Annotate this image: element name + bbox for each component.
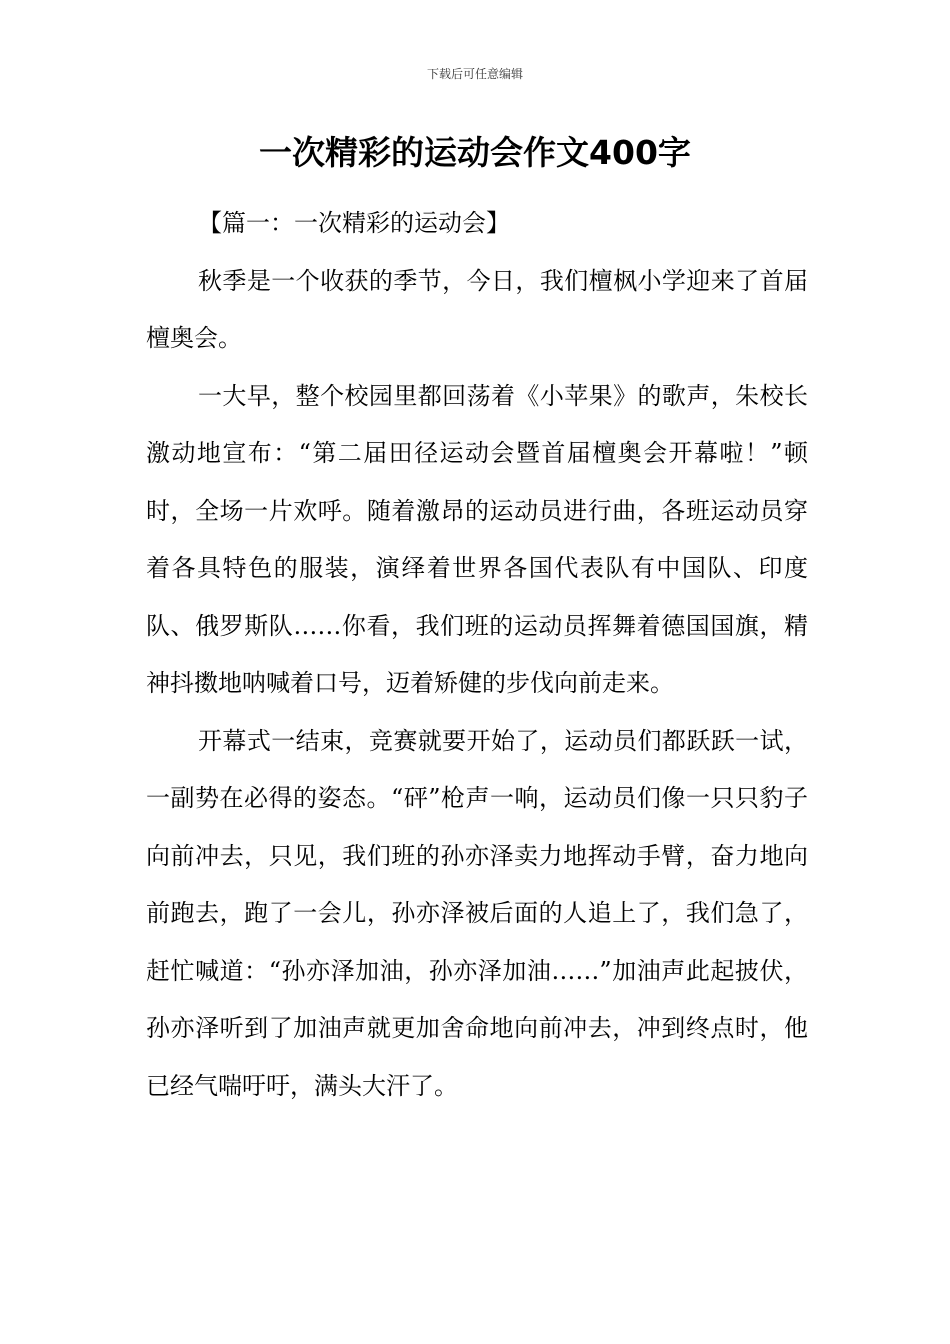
document-title: 一次精彩的运动会作文400字 (259, 133, 691, 172)
section-heading: 【篇一：一次精彩的运动会】 (198, 209, 510, 237)
header-note: 下载后可任意编辑 (426, 67, 523, 81)
document-body (146, 195, 808, 1115)
paragraph-3: 开幕式一结束，竞赛就要开始了，运动员们都跃跃一试，一副势在必得的姿态。“砰”枪声一响，运动员们像一只只豹子向前冲去，只见，我们班的孙亦泽卖力地挥动手臂，奋力地向前跑去，跑了一会儿，孙亦泽被后面的人追上了，我们急了，赶忙喊道：“孙亦泽加油，孙亦泽加油……”加油声此起披伏，孙亦泽听到了加油声就更加舍命地向前冲去，冲到终点时，他已经气喘吁吁，满头大汗了。 (146, 726, 808, 1100)
paragraph-1: 秋季是一个收获的季节，今日，我们檀枫小学迎来了首届檀奥会。 (146, 266, 808, 352)
paragraph-2: 一大早，整个校园里都回荡着《小苹果》的歌声，朱校长激动地宣布：“第二届田径运动会暨首届檀奥会开幕啦！”顿时，全场一片欢呼。随着激昂的运动员进行曲，各班运动员穿着各具特色的服装，演绎着世界各国代表队有中国队、印度队、俄罗斯队……你看，我们班的运动员挥舞着德国国旗，精神抖擞地呐喊着口号，迈着矫健的步伐向前走来。 (146, 381, 808, 697)
